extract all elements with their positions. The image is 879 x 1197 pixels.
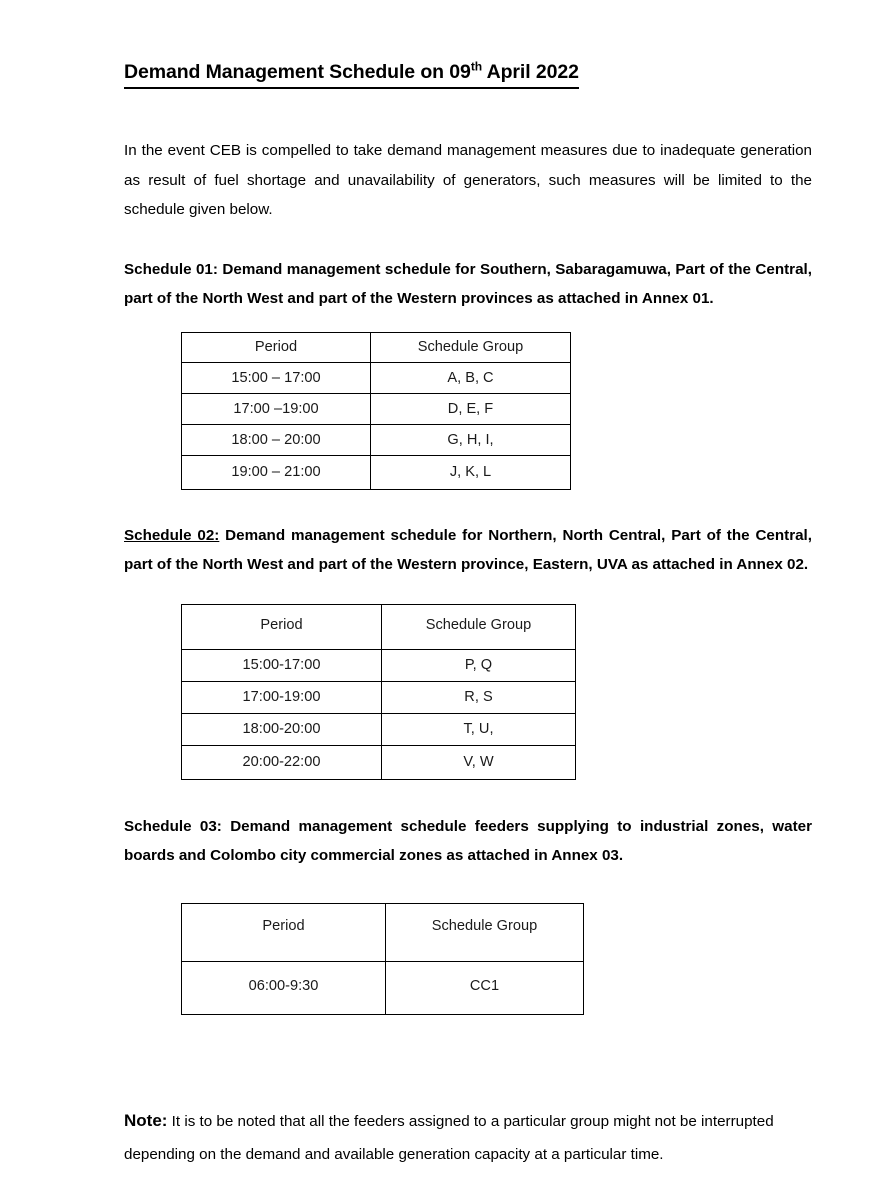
- schedule-02-table: [181, 604, 576, 780]
- schedule-02-text: Demand management schedule for Northern, North Central, Part of the Central, part of the North West and part of the Western province, Eastern, UVA as attached in Annex 02.: [124, 526, 812, 573]
- note-paragraph: [124, 1104, 812, 1171]
- column-header-period: Period: [182, 604, 382, 649]
- table-header-row: [182, 332, 571, 362]
- schedule-01-text: Demand management schedule for Southern, Sabaragamuwa, Part of the Central, part of the North West and part of the Western provinces as attached in Annex 01.: [124, 260, 812, 307]
- table-row: [182, 649, 576, 681]
- schedule-03-table-wrap: [181, 903, 812, 1015]
- cell-period: 15:00-17:00: [182, 649, 382, 681]
- cell-schedule-group: J, K, L: [371, 455, 571, 489]
- cell-period: 20:00-22:00: [182, 745, 382, 779]
- column-header-schedule-group: Schedule Group: [371, 332, 571, 362]
- schedule-01-table: [181, 332, 571, 490]
- cell-period: 06:00-9:30: [182, 961, 386, 1014]
- note-label: Note:: [124, 1110, 168, 1130]
- cell-period: 17:00 –19:00: [182, 393, 371, 424]
- table-header-row: [182, 604, 576, 649]
- note-text: It is to be noted that all the feeders assigned to a particular group might not be interrupted depending on the demand and available generation capacity at a particular time.: [124, 1112, 774, 1163]
- table-header-row: [182, 903, 584, 961]
- table-row: [182, 362, 571, 393]
- table-row: [182, 424, 571, 455]
- cell-schedule-group: T, U,: [382, 713, 576, 745]
- page-title: [124, 58, 579, 89]
- table-row: [182, 713, 576, 745]
- cell-schedule-group: D, E, F: [371, 393, 571, 424]
- table-row: [182, 745, 576, 779]
- cell-schedule-group: V, W: [382, 745, 576, 779]
- schedule-01-table-wrap: [181, 332, 812, 490]
- column-header-schedule-group: Schedule Group: [382, 604, 576, 649]
- page-title-suffix: April 2022: [482, 61, 579, 83]
- cell-schedule-group: R, S: [382, 681, 576, 713]
- page-title-prefix: Demand Management Schedule on 09: [124, 61, 471, 83]
- schedule-02-heading: [124, 521, 812, 580]
- intro-paragraph: In the event CEB is compelled to take demand management measures due to inadequate generation as result of fuel shortage and unavailability of generators, such measures will be limited to the schedule given below.: [124, 142, 812, 218]
- column-header-period: Period: [182, 903, 386, 961]
- schedule-02-label: Schedule 02:: [124, 526, 220, 544]
- cell-period: 15:00 – 17:00: [182, 362, 371, 393]
- schedule-01-label: Schedule 01:: [124, 260, 218, 278]
- cell-period: 17:00-19:00: [182, 681, 382, 713]
- cell-period: 19:00 – 21:00: [182, 455, 371, 489]
- cell-schedule-group: G, H, I,: [371, 424, 571, 455]
- schedule-03-label: Schedule 03:: [124, 817, 222, 835]
- cell-schedule-group: CC1: [386, 961, 584, 1014]
- schedule-01-heading: [124, 255, 812, 314]
- table-row: [182, 455, 571, 489]
- page-title-ordinal: th: [470, 59, 483, 74]
- column-header-period: Period: [182, 332, 371, 362]
- schedule-03-heading: [124, 812, 812, 871]
- cell-period: 18:00-20:00: [182, 713, 382, 745]
- table-row: [182, 681, 576, 713]
- cell-schedule-group: P, Q: [382, 649, 576, 681]
- table-row: [182, 393, 571, 424]
- schedule-02-table-wrap: [181, 604, 812, 780]
- cell-schedule-group: A, B, C: [371, 362, 571, 393]
- column-header-schedule-group: Schedule Group: [386, 903, 584, 961]
- document-content: [124, 58, 812, 1186]
- schedule-03-text: Demand management schedule feeders supplying to industrial zones, water boards and Colombo city commercial zones as attached in Annex 03.: [124, 817, 812, 864]
- table-row: [182, 961, 584, 1014]
- schedule-03-table: [181, 903, 584, 1015]
- cell-period: 18:00 – 20:00: [182, 424, 371, 455]
